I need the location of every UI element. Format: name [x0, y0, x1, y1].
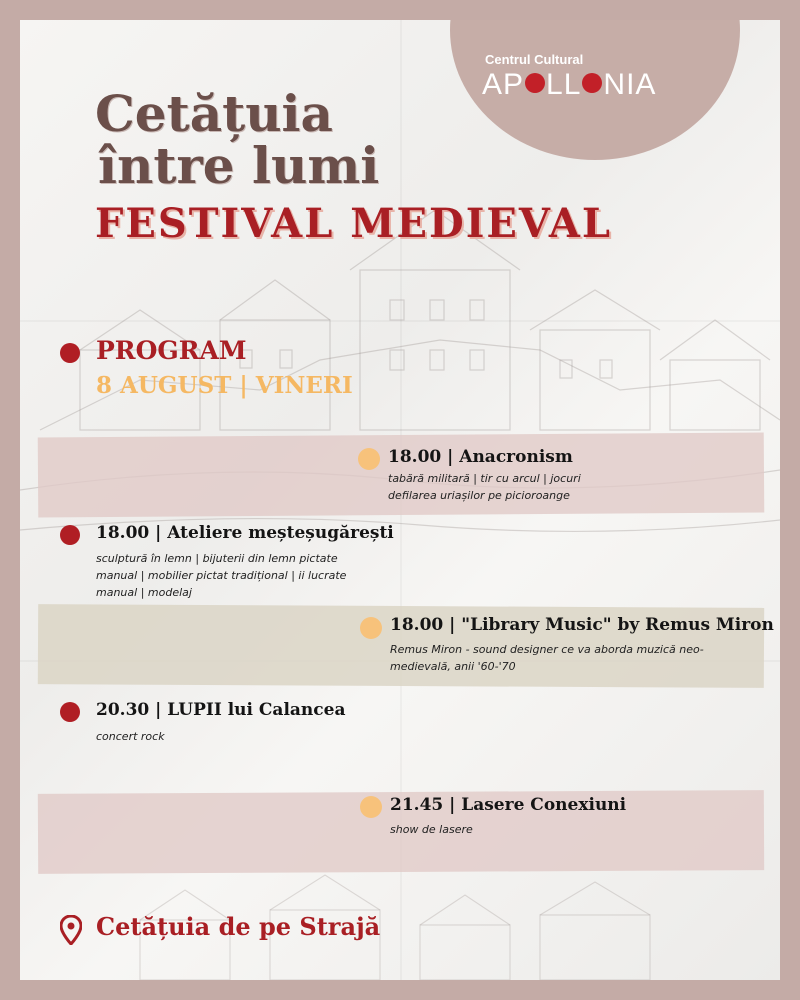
location-text: Cetățuia de pe Strajă: [96, 912, 381, 941]
event-bullet: [60, 525, 80, 545]
logo-red-dot: [525, 73, 545, 93]
location-pin-icon: [60, 915, 82, 945]
program-bullet: [60, 343, 80, 363]
event-description-line: medievală, anii '60-'70: [390, 660, 516, 673]
event-bullet: [358, 448, 380, 470]
event-description: [96, 728, 165, 745]
event-description: [388, 470, 581, 504]
title-line-1: Cetățuia: [95, 84, 333, 143]
event-title: 21.45 | Lasere Conexiuni: [390, 795, 627, 815]
event-title: 18.00 | "Library Music" by Remus Miron: [390, 615, 774, 635]
program-date: 8 AUGUST | VINERI: [96, 372, 353, 399]
event-bullet: [360, 796, 382, 818]
castle-sketch-illustration: [20, 190, 780, 610]
event-title: 18.00 | Anacronism: [388, 447, 573, 467]
event-description: [390, 821, 473, 838]
logo-text-part: AP: [482, 68, 525, 101]
title-line-2: între lumi: [98, 136, 380, 195]
event-description-line: show de lasere: [390, 823, 473, 836]
event-description-line: Remus Miron - sound designer ce va aborda muzică neo-: [390, 643, 704, 656]
logo-wordmark: [482, 68, 656, 102]
event-description: [390, 641, 704, 675]
event-description-line: sculptură în lemn | bijuterii din lemn pictate: [96, 552, 338, 565]
festival-title: FESTIVAL MEDIEVAL: [95, 200, 613, 247]
event-bullet: [60, 702, 80, 722]
event-description-line: concert rock: [96, 730, 165, 743]
event-description-line: defilarea uriașilor pe picioroange: [388, 489, 570, 502]
event-title: 20.30 | LUPII lui Calancea: [96, 700, 346, 720]
logo-red-dot: [582, 73, 602, 93]
poster: [20, 20, 780, 980]
event-description-line: manual | modelaj: [96, 586, 192, 599]
logo-subtitle: Centrul Cultural: [485, 52, 584, 67]
event-title: 18.00 | Ateliere meșteșugărești: [96, 523, 394, 543]
event-description: [96, 550, 346, 601]
program-label: PROGRAM: [96, 336, 247, 365]
event-bullet: [360, 617, 382, 639]
event-description-line: tabără militară | tir cu arcul | jocuri: [388, 472, 581, 485]
event-description-line: manual | mobilier pictat tradițional | ii lucrate: [96, 569, 347, 582]
logo-text-part: NIA: [603, 68, 657, 101]
logo-text-part: LL: [546, 68, 582, 101]
